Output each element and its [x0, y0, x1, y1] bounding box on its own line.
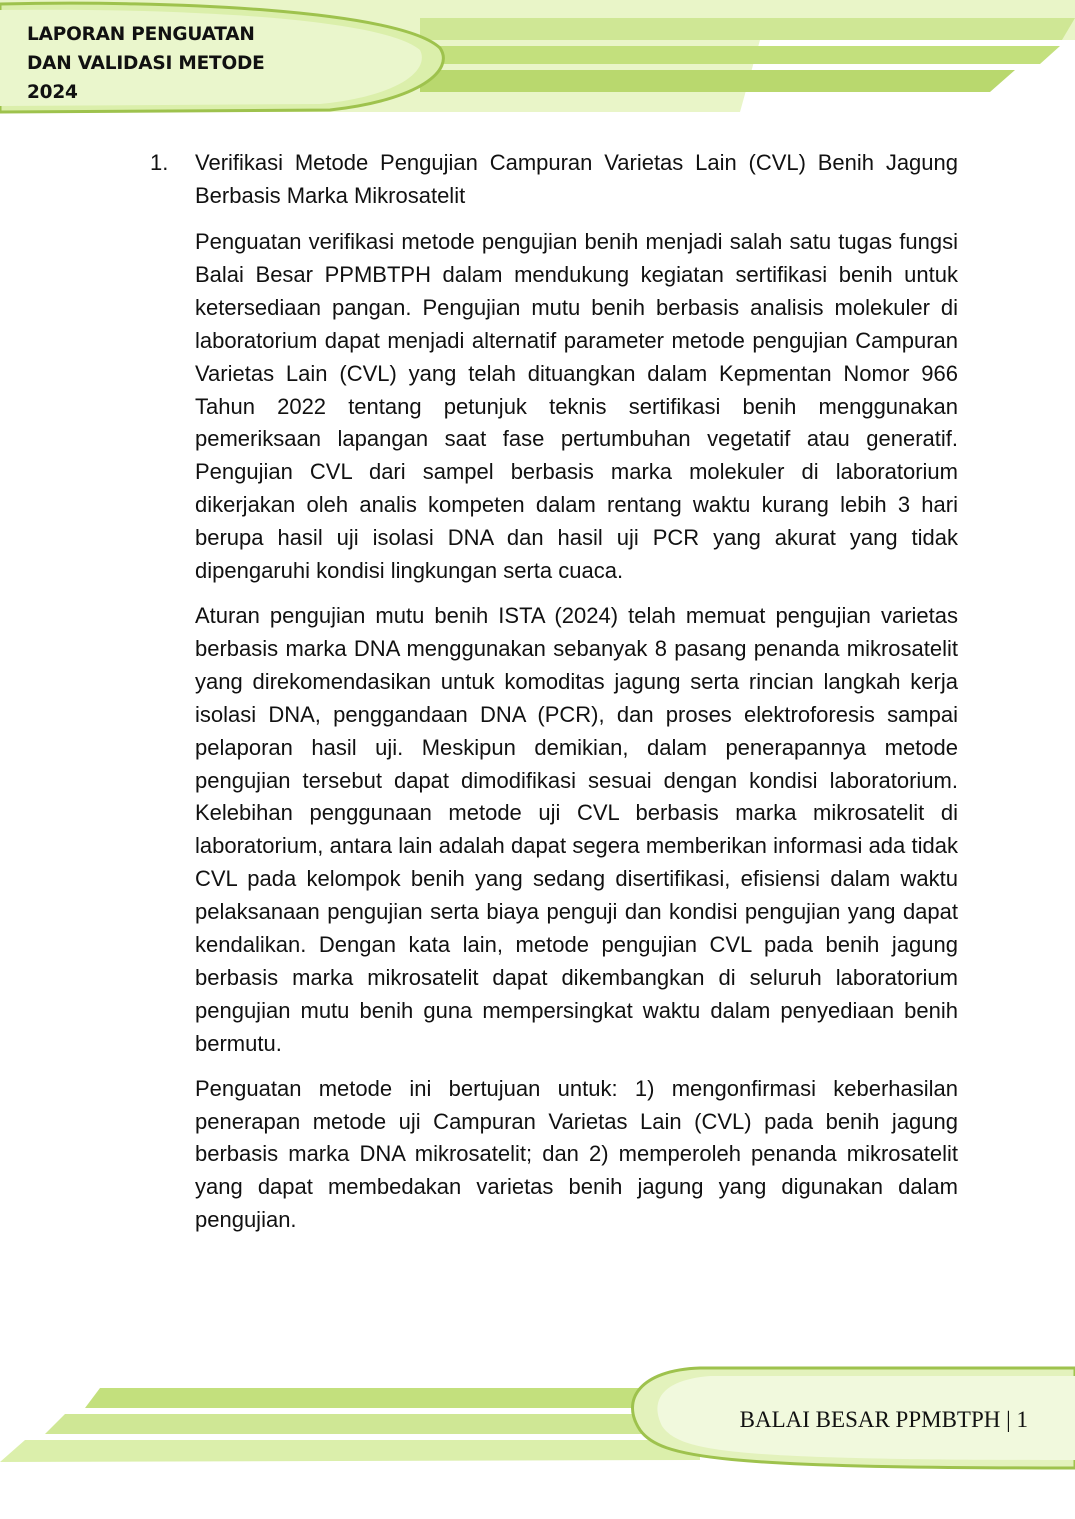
footer-page-label: BALAI BESAR PPMBTPH | 1	[739, 1407, 1028, 1432]
footer-stripe-top	[85, 1388, 700, 1408]
document-header-title: LAPORAN PENGUATAN DAN VALIDASI METODE 2024	[27, 24, 265, 103]
paragraph-1: Penguatan verifikasi metode pengujian benih menjadi salah satu tugas fungsi Balai Besar PPMBTPH dalam mendukung kegiatan sertifikasi benih untuk ketersediaan pangan. Pengujian mutu benih berbasis analisis molekuler di laboratorium dapat menjadi alternatif parameter metode pengujian Campuran Varietas Lain (CVL) yang telah dituangkan dalam Kepmentan Nomor 966 Tahun 2022 tentang petunjuk teknis sertifikasi benih menggunakan pemeriksaan lapangan saat fase pertumbuhan vegetatif atau generatif. Pengujian CVL dari sampel berbasis marka molekuler di laboratorium dikerjakan oleh analis kompeten dalam rentang waktu kurang lebih 3 hari berupa hasil uji isolasi DNA dan hasil uji PCR yang akurat yang tidak dipengaruhi kondisi lingkungan serta cuaca.	[195, 229, 958, 584]
header-stripe-top	[420, 18, 1075, 40]
section-number: 1.	[150, 150, 169, 175]
section-title: Verifikasi Metode Pengujian Campuran Varietas Lain (CVL) Benih Jagung Berbasis Marka Mikrosatelit	[195, 150, 958, 208]
footer-stripe-mid	[45, 1414, 700, 1434]
header-stripe-mid	[420, 46, 1060, 64]
header-stripe-bottom	[420, 70, 1015, 92]
footer-stripe-bottom	[0, 1440, 700, 1462]
section-paragraphs	[195, 226, 958, 1237]
document-body	[150, 146, 958, 1249]
section-heading	[150, 146, 958, 212]
paragraph-3: Penguatan metode ini bertujuan untuk: 1) mengonfirmasi keberhasilan penerapan metode uji Campuran Varietas Lain (CVL) pada benih jagung berbasis marka DNA mikrosatelit; dan 2) memperoleh penanda mikrosatelit yang dapat membedakan varietas benih jagung yang digunakan dalam pengujian.	[195, 1075, 958, 1233]
paragraph-2: Aturan pengujian mutu benih ISTA (2024) telah memuat pengujian varietas berbasis marka DNA menggunakan sebanyak 8 pasang penanda mikrosatelit yang direkomendasikan untuk komoditas jagung serta rincian langkah kerja isolasi DNA, penggandaan DNA (PCR), dan proses elektroforesis sampai pelaporan hasil uji. Meskipun demikian, dalam penerapannya metode pengujian tersebut dapat dimodifikasi sesuai dengan kondisi laboratorium. Kelebihan penggunaan metode uji CVL berbasis marka mikrosatelit di laboratorium, antara lain adalah dapat segera memberikan informasi ada tidak CVL pada kelompok benih yang sedang disertifikasi, efisiensi dalam waktu pelaksanaan pengujian serta biaya penguji dan kondisi pengujian yang dapat kendalikan. Dengan kata lain, metode pengujian CVL pada benih jagung berbasis marka mikrosatelit dapat dikembangkan di seluruh laboratorium pengujian mutu benih guna mempersingkat waktu dalam penyediaan benih bermutu.	[195, 602, 958, 1056]
